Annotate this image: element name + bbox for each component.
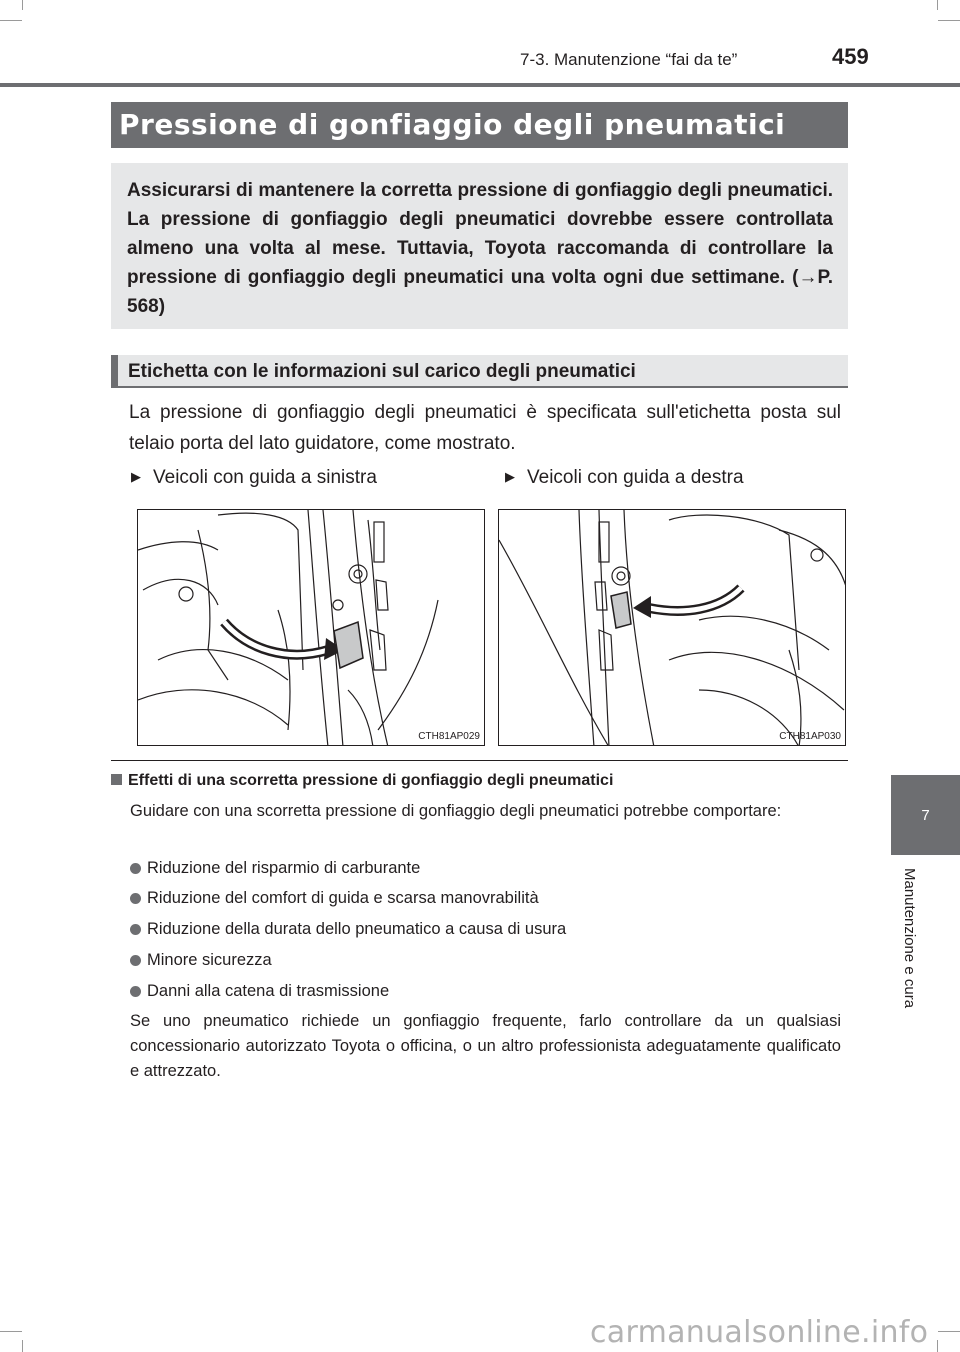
intro-box: Assicurarsi di mantenere la corretta pressione di gonfiaggio degli pneumatici. La pressione di gonfiaggio degli pneumatici dovrebbe essere controllata almeno una volta al mese. Tuttavia, Toyota raccomanda di controllare la pressione di gonfiaggio degli pneumatici una volta ogni due settimane. (→P. 568) bbox=[111, 163, 848, 329]
list-item-text: Riduzione del risparmio di carburante bbox=[147, 859, 421, 877]
section-paragraph: La pressione di gonfiaggio degli pneumatici è specificata sull'etichetta posta sul telaio porta del lato guidatore, come mostrato. bbox=[129, 402, 841, 454]
page-number: 459 bbox=[832, 44, 869, 69]
left-hand-drive-illustration bbox=[137, 509, 485, 746]
bullet-icon bbox=[130, 955, 141, 966]
watermark: carmanualsonline.info bbox=[590, 1315, 929, 1350]
list-item bbox=[130, 856, 420, 881]
section-heading: Etichetta con le informazioni sul carico degli pneumatici bbox=[111, 355, 848, 388]
running-header: 7-3. Manutenzione “fai da te” bbox=[520, 50, 738, 69]
right-hand-drive-illustration bbox=[498, 509, 846, 746]
list-item-text: Danni alla catena di trasmissione bbox=[147, 982, 390, 1000]
list-item bbox=[130, 979, 389, 1004]
section-divider bbox=[111, 760, 848, 761]
crop-mark bbox=[938, 20, 960, 21]
square-bullet-icon bbox=[111, 774, 122, 785]
chapter-label: Manutenzione e cura bbox=[901, 868, 918, 1009]
effects-intro: Guidare con una scorretta pressione di gonfiaggio degli pneumatici potrebbe comportare: bbox=[130, 802, 782, 820]
door-pillar-drawing bbox=[499, 510, 846, 746]
bullet-icon bbox=[130, 893, 141, 904]
crop-mark bbox=[0, 20, 22, 21]
bullet-icon bbox=[130, 863, 141, 874]
chapter-tab: 7 bbox=[891, 775, 960, 855]
list-item-text: Riduzione della durata dello pneumatico a causa di usura bbox=[147, 920, 567, 938]
list-item bbox=[130, 886, 539, 911]
left-hand-drive-text: Veicoli con guida a sinistra bbox=[153, 467, 377, 488]
crop-mark bbox=[0, 1331, 22, 1332]
crop-mark bbox=[22, 0, 23, 10]
crop-mark bbox=[22, 1340, 23, 1352]
page-title: Pressione di gonfiaggio degli pneumatici bbox=[111, 102, 848, 148]
list-item-text: Minore sicurezza bbox=[147, 951, 272, 969]
list-item-text: Riduzione del comfort di guida e scarsa manovrabilità bbox=[147, 889, 539, 907]
bullet-icon bbox=[130, 986, 141, 997]
effects-heading bbox=[111, 772, 613, 790]
effects-closing: Se uno pneumatico richiede un gonfiaggio frequente, farlo controllare da un qualsiasi concessionario autorizzato Toyota o officina, o un altro professionista adeguatamente qualificato e attrezzato. bbox=[130, 1012, 841, 1080]
crop-mark bbox=[938, 1331, 960, 1332]
crop-mark bbox=[937, 1340, 938, 1352]
door-pillar-drawing bbox=[138, 510, 485, 746]
left-hand-drive-label bbox=[131, 467, 377, 489]
right-hand-drive-label bbox=[505, 467, 744, 489]
crop-mark bbox=[937, 0, 938, 10]
triangle-arrow-icon: ▶ bbox=[505, 469, 515, 484]
illustration-code: CTH81AP030 bbox=[779, 731, 841, 742]
bullet-icon bbox=[130, 924, 141, 935]
right-hand-drive-text: Veicoli con guida a destra bbox=[527, 467, 744, 488]
effects-heading-text: Effetti di una scorretta pressione di gonfiaggio degli pneumatici bbox=[128, 772, 614, 789]
list-item bbox=[130, 917, 566, 942]
header-rule bbox=[0, 83, 960, 87]
triangle-arrow-icon: ▶ bbox=[131, 469, 141, 484]
list-item bbox=[130, 948, 272, 973]
illustration-code: CTH81AP029 bbox=[418, 731, 480, 742]
